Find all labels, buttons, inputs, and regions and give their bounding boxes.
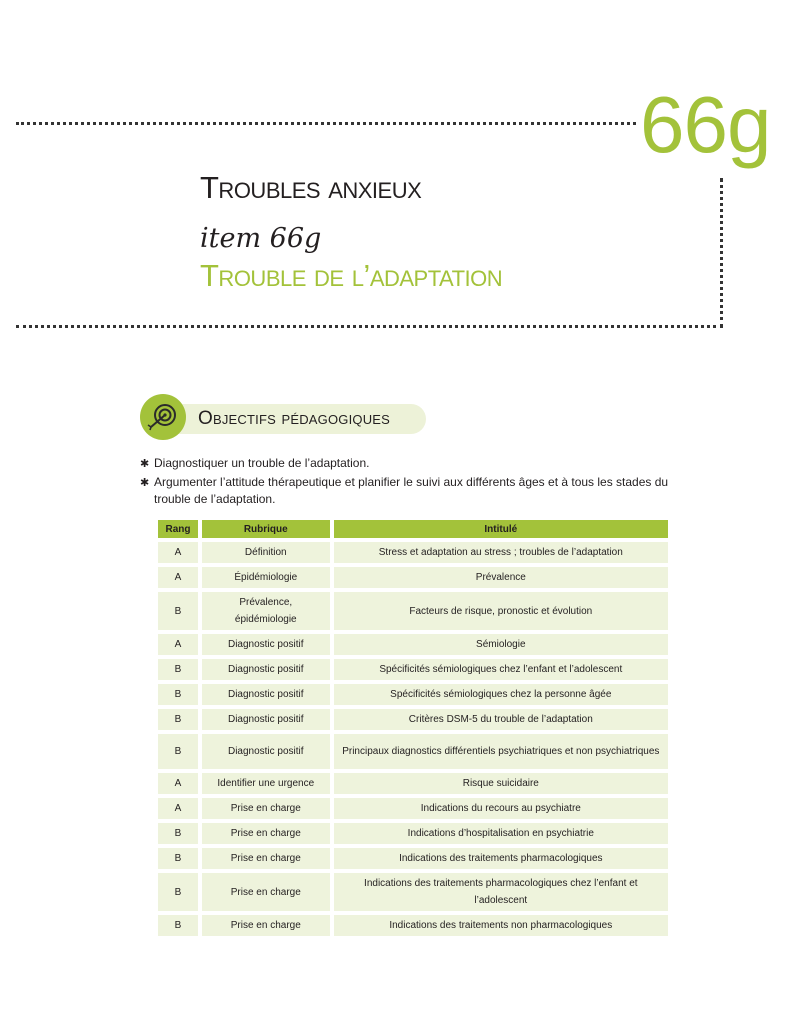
table-row	[158, 567, 668, 588]
cell-intitule: Indications des traitements pharmacologiques chez l’enfant et l’adolescent	[334, 873, 668, 911]
objectives-table	[154, 516, 672, 940]
target-icon	[140, 394, 186, 440]
cell-rubrique: Diagnostic positif	[202, 634, 330, 655]
cell-intitule: Spécificités sémiologiques chez la personne âgée	[334, 684, 668, 705]
objective-bullet	[140, 455, 369, 473]
table-row	[158, 659, 668, 680]
star-bullet-icon: ✱	[140, 477, 150, 489]
cell-intitule: Indications d’hospitalisation en psychiatrie	[334, 823, 668, 844]
table-row	[158, 542, 668, 563]
table-header-row	[158, 520, 668, 538]
table-row	[158, 592, 668, 630]
table-row	[158, 773, 668, 794]
cell-intitule: Sémiologie	[334, 634, 668, 655]
table-row	[158, 873, 668, 911]
cell-rang: A	[158, 773, 198, 794]
objective-text: Argumenter l’attitude thérapeutique et planifier le suivi aux différents âges et à tous les stades du trouble de l’adaptation.	[154, 475, 669, 506]
cell-intitule: Stress et adaptation au stress ; troubles de l’adaptation	[334, 542, 668, 563]
cell-rubrique: Prévalence, épidémiologie	[202, 592, 330, 630]
column-header-intitule: Intitulé	[334, 520, 668, 538]
cell-rubrique: Prise en charge	[202, 915, 330, 936]
cell-rang: B	[158, 915, 198, 936]
table-row	[158, 798, 668, 819]
cell-rang: B	[158, 709, 198, 730]
cell-rang: B	[158, 848, 198, 869]
top-dotted-rule	[16, 122, 636, 125]
cell-rubrique: Épidémiologie	[202, 567, 330, 588]
cell-rubrique: Prise en charge	[202, 873, 330, 911]
item-title: Trouble de l’adaptation	[200, 258, 503, 293]
cell-intitule: Prévalence	[334, 567, 668, 588]
cell-rang: B	[158, 823, 198, 844]
cell-intitule: Indications des traitements non pharmacologiques	[334, 915, 668, 936]
cell-rubrique: Diagnostic positif	[202, 659, 330, 680]
cell-rubrique: Diagnostic positif	[202, 684, 330, 705]
column-header-rang: Rang	[158, 520, 198, 538]
cell-rang: B	[158, 659, 198, 680]
table-row	[158, 709, 668, 730]
cell-intitule: Indications des traitements pharmacologiques	[334, 848, 668, 869]
objective-bullet	[140, 474, 685, 508]
table-row	[158, 634, 668, 655]
cell-rang: B	[158, 873, 198, 911]
chapter-number: 66g	[640, 80, 771, 169]
cell-intitule: Critères DSM-5 du trouble de l’adaptation	[334, 709, 668, 730]
cell-rang: B	[158, 592, 198, 630]
star-bullet-icon: ✱	[140, 458, 150, 470]
cell-rang: A	[158, 567, 198, 588]
cell-rubrique: Identifier une urgence	[202, 773, 330, 794]
column-header-rubrique: Rubrique	[202, 520, 330, 538]
cell-intitule: Risque suicidaire	[334, 773, 668, 794]
table-row	[158, 915, 668, 936]
cell-rubrique: Définition	[202, 542, 330, 563]
section-title: Troubles anxieux	[200, 170, 422, 205]
cell-rubrique: Diagnostic positif	[202, 734, 330, 769]
objective-text: Diagnostiquer un trouble de l’adaptation.	[154, 456, 370, 470]
cell-intitule: Principaux diagnostics différentiels psychiatriques et non psychiatriques	[334, 734, 668, 769]
right-dotted-rule	[720, 178, 723, 328]
cell-rubrique: Prise en charge	[202, 798, 330, 819]
item-label: item 66g	[200, 223, 322, 254]
objectives-header	[140, 394, 426, 438]
cell-rang: B	[158, 734, 198, 769]
table-row	[158, 823, 668, 844]
bottom-dotted-rule	[16, 325, 723, 328]
cell-intitule: Indications du recours au psychiatre	[334, 798, 668, 819]
table-row	[158, 734, 668, 769]
cell-intitule: Facteurs de risque, pronostic et évolution	[334, 592, 668, 630]
table-row	[158, 848, 668, 869]
cell-rang: B	[158, 684, 198, 705]
objectives-title: Objectifs pédagogiques	[198, 408, 391, 429]
cell-rubrique: Prise en charge	[202, 823, 330, 844]
cell-intitule: Spécificités sémiologiques chez l’enfant et l’adolescent	[334, 659, 668, 680]
cell-rubrique: Diagnostic positif	[202, 709, 330, 730]
cell-rang: A	[158, 798, 198, 819]
cell-rang: A	[158, 634, 198, 655]
cell-rang: A	[158, 542, 198, 563]
cell-rubrique: Prise en charge	[202, 848, 330, 869]
table-row	[158, 684, 668, 705]
